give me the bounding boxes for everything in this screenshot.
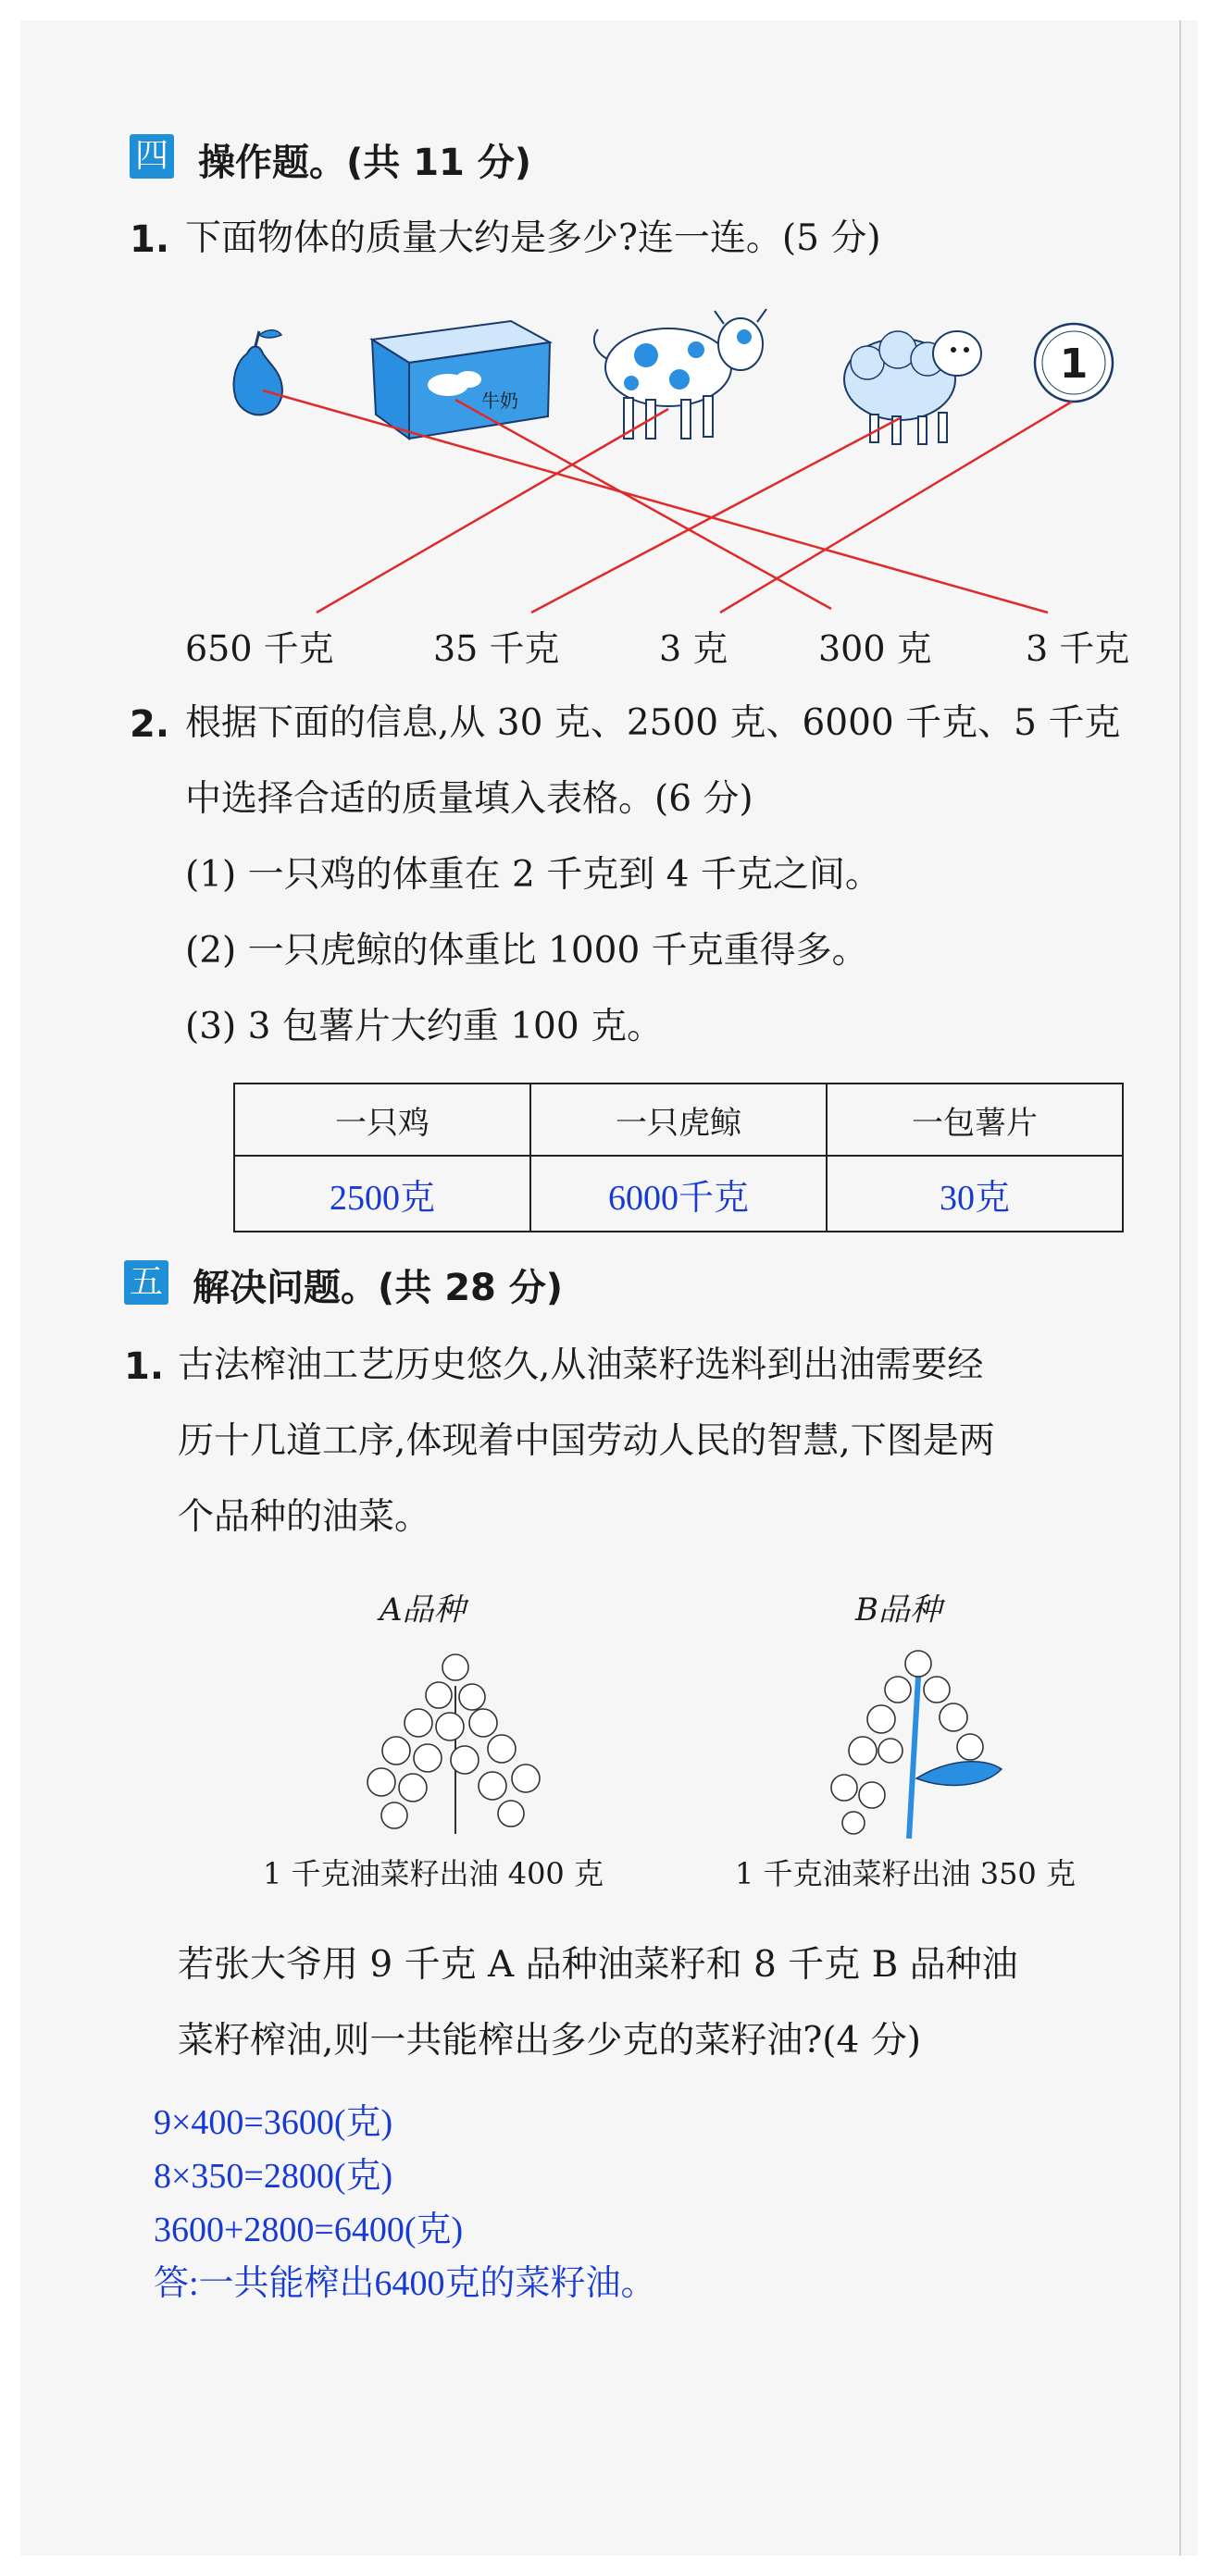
section-title: 解决问题。(共 28 分): [193, 1267, 564, 1309]
variety-a-label: A品种: [380, 1591, 466, 1629]
question-number: 1.: [130, 218, 170, 261]
question-text-line2: 中选择合适的质量填入表格。(6 分): [185, 778, 753, 820]
answer-orca: 6000千克: [530, 1156, 827, 1232]
milk-box-icon: [372, 321, 550, 439]
table-header-orca: 一只虎鲸: [530, 1084, 827, 1156]
work-line-3: 3600+2800=6400(克): [154, 2211, 464, 2249]
section-badge: 四: [130, 134, 174, 179]
work-line-1: 9×400=3600(克): [154, 2103, 393, 2142]
page-edge-line: [1179, 20, 1181, 2556]
table-header-chicken: 一只鸡: [234, 1084, 530, 1156]
question-number: 2.: [130, 703, 170, 746]
section-title: 操作题。(共 11 分): [198, 142, 532, 184]
mass-table: [233, 1083, 1124, 1232]
caption-a: 1 千克油菜籽出油 400 克: [263, 1856, 604, 1891]
info-line-1: (1) 一只鸡的体重在 2 千克到 4 千克之间。: [185, 854, 881, 896]
question-text-line1: 古法榨油工艺历史悠久,从油菜籽选料到出油需要经: [178, 1344, 984, 1386]
option-3kg: 3 千克: [1026, 628, 1130, 669]
sheep-icon: [844, 331, 981, 444]
rapeseed-b-illustration: [816, 1630, 1029, 1843]
svg-text:1: 1: [1059, 341, 1089, 388]
work-line-2: 8×350=2800(克): [154, 2157, 393, 2196]
option-650kg: 650 千克: [185, 628, 334, 669]
answer-chips: 30克: [827, 1156, 1123, 1232]
variety-b-label: B品种: [855, 1591, 941, 1629]
question-text-line2: 历十几道工序,体现着中国劳动人民的智慧,下图是两: [178, 1420, 995, 1462]
info-line-3: (3) 3 包薯片大约重 100 克。: [185, 1006, 664, 1047]
option-35kg: 35 千克: [433, 628, 560, 669]
question-text-line1: 根据下面的信息,从 30 克、2500 克、6000 千克、5 千克: [185, 702, 1121, 744]
question-line1: 若张大爷用 9 千克 A 品种油菜籽和 8 千克 B 品种油: [178, 1944, 1018, 1986]
caption-b: 1 千克油菜籽出油 350 克: [735, 1856, 1076, 1891]
pear-icon: [234, 330, 282, 415]
connector-lines: [263, 390, 1072, 613]
final-answer: 答:一共能榨出6400克的菜籽油。: [154, 2264, 656, 2303]
rapeseed-a-illustration: [354, 1630, 557, 1843]
question-text: 下面物体的质量大约是多少?连一连。(5 分): [185, 217, 881, 259]
answer-chicken: 2500克: [234, 1156, 530, 1232]
cow-icon: [594, 309, 766, 439]
section-badge: 五: [124, 1260, 168, 1305]
worksheet-page: [20, 20, 1198, 2556]
milk-label: 牛奶: [481, 390, 518, 412]
coin-icon: [1035, 324, 1113, 402]
option-300g: 300 克: [818, 628, 932, 669]
option-3g: 3 克: [659, 628, 728, 669]
question-number: 1.: [124, 1345, 165, 1388]
question-text-line3: 个品种的油菜。: [178, 1496, 431, 1538]
table-header-chips: 一包薯片: [827, 1084, 1123, 1156]
info-line-2: (2) 一只虎鲸的体重比 1000 千克重得多。: [185, 930, 868, 972]
question-line2: 菜籽榨油,则一共能榨出多少克的菜籽油?(4 分): [178, 2020, 921, 2062]
